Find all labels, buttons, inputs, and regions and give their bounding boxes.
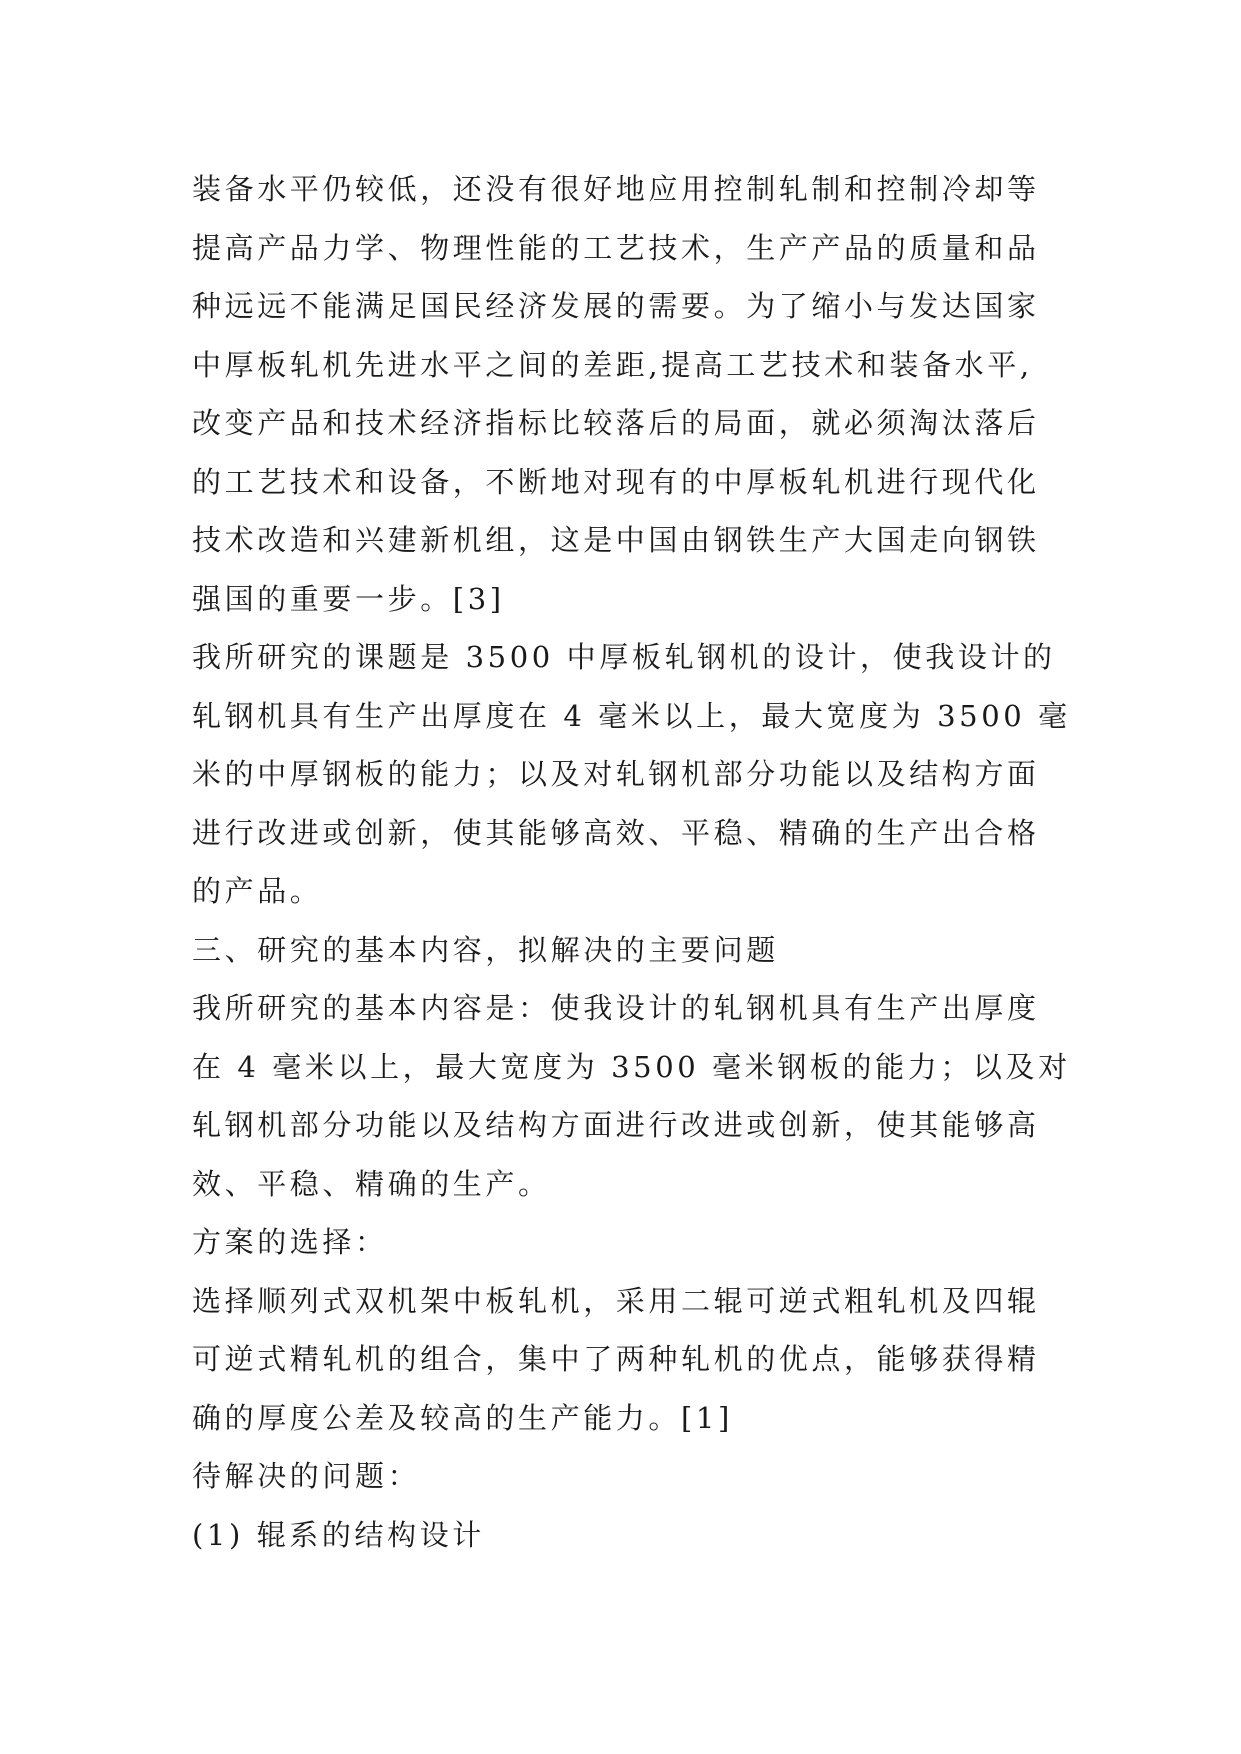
list-item: (1) 辊系的结构设计 [192,1517,485,1552]
text-line: 提高产品力学、物理性能的工艺技术，生产产品的质量和品 [192,230,1040,265]
text-line: 确的厚度公差及较高的生产能力。[1] [192,1400,733,1435]
subheading: 方案的选择： [192,1225,388,1259]
text-line: 中厚板轧机先进水平之间的差距,提高工艺技术和装备水平, [192,347,1033,382]
text-line: 装备水平仍较低，还没有很好地应用控制轧制和控制冷却等 [192,172,1040,206]
text-line: 改变产品和技术经济指标比较落后的局面，就必须淘汰落后 [192,406,1040,440]
section-heading: 三、研究的基本内容，拟解决的主要问题 [192,932,779,967]
text-line: 米的中厚钢板的能力；以及对轧钢机部分功能以及结构方面 [192,757,1040,791]
text-line: 我所研究的基本内容是：使我设计的轧钢机具有生产出厚度 [192,991,1040,1025]
text-line: 轧钢机具有生产出厚度在 4 毫米以上，最大宽度为 3500 毫 [192,698,1071,733]
text-line: 的工艺技术和设备，不断地对现有的中厚板轧机进行现代化 [192,464,1040,499]
text-line: 效、平稳、精确的生产。 [192,1166,551,1201]
text-line: 的产品。 [192,874,323,908]
text-line: 在 4 毫米以上，最大宽度为 3500 毫米钢板的能力；以及对 [192,1049,1071,1084]
text-line: 进行改进或创新，使其能够高效、平稳、精确的生产出合格 [192,815,1040,850]
document-body [192,160,1071,1564]
text-line: 可逆式精轧机的组合，集中了两种轧机的优点，能够获得精 [192,1342,1040,1376]
text-line: 轧钢机部分功能以及结构方面进行改进或创新，使其能够高 [192,1108,1040,1142]
text-line: 强国的重要一步。[3] [192,581,505,616]
text-line: 种远远不能满足国民经济发展的需要。为了缩小与发达国家 [192,289,1040,323]
text-line: 选择顺列式双机架中板轧机，采用二辊可逆式粗轧机及四辊 [192,1283,1040,1318]
text-line: 技术改造和兴建新机组，这是中国由钢铁生产大国走向钢铁 [192,523,1040,557]
subheading: 待解决的问题： [192,1459,421,1493]
text-line: 我所研究的课题是 3500 中厚板轧钢机的设计，使我设计的 [192,640,1056,674]
